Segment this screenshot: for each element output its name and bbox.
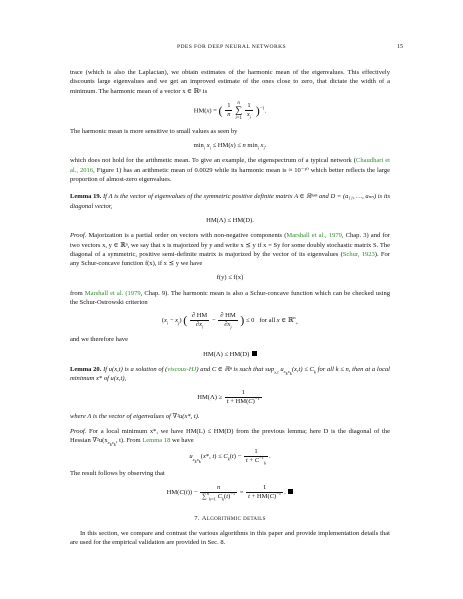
equation-lemma-20: HM(Λ) ≥ $\frac{1}{t + HM(C)^{-1}}$ [197, 388, 260, 405]
qed-symbol-2 [288, 489, 293, 494]
lemma-19-label: Lemma 19. [70, 193, 102, 201]
equation-final: HM(C(t)) − $\frac{n}{\sum^n_{k=1} C_k(t)^{-1}}$ = $\frac{1}{t + HM(C)^{-1}}$ . [70, 484, 390, 501]
equation-min-bound: $\min_i x_i \le HM(x) \le n$ $\min_i x_i$. [193, 142, 267, 151]
citation-marshall-2[interactable]: Marshall et al. (1979 [84, 289, 141, 297]
section-heading [70, 514, 390, 523]
paragraph-schur-ostrowski: from Marshall et al. (1979, Chap. 9). The harmonic mean is also a Schur-concave function which can be checked using the Schur-Ostrowski criterion [70, 289, 390, 307]
qed-symbol [252, 351, 257, 356]
citation-marshall-1[interactable]: Marshall et al., 1979 [286, 232, 342, 240]
paragraph-result: The result follows by observing that [70, 470, 165, 478]
paragraph-section-7: In this section, we compare and contrast the various algorithms in this paper and provide implementation details that are used for the empirical validation are provided in Sec. 8. [70, 530, 390, 547]
lemma-19 [70, 192, 390, 211]
page-number: 15 [397, 44, 403, 50]
equation-proof-20-bound: $u_{x_kx_k}(x*$, $t) \le C_k(t)$ − $\frac{1}{t + C^{-1}_k}$ . [189, 448, 271, 466]
proof-19-label: Proof. [70, 232, 87, 240]
paragraph-therefore: and we therefore have [70, 336, 128, 344]
lemma-20-where: where Λ is the vector of eigenvalues of ∇²u(x*, t). [70, 412, 200, 420]
lemma-19-statement: If Λ is the vector of eigenvalues of the symmetric positive definite matrix A ∈ ℝⁿˣⁿ and D = (a₁₁, …, aₙₙ) is its diagonal vector, [70, 193, 391, 210]
equation-schur-ostrowski: $(x_i - x_j)$ ( $\frac{\partial HM}{\partial x_i}$ − $\frac{\partial HM}{\partial x_j}$ ) ≤ 0 for all x ∈ ℝ$^n_+$ [161, 312, 299, 330]
lemma-20: Lemma 20. If u(x,t) is a solution of (viscous-HJ) and C ∈ ℝⁿ is such that sup$_{x,t}$ $u_{x_kx_k}(x,t) \le C_k$ for all k ≤ n, then at a local minimum x* of u(x,t), [70, 365, 390, 383]
equation-harmonic-mean: HM(x) = ( $\frac{1}{n}$ n ∑ i=1 $\frac{1}{x_i}$ )$^{-1}$. [193, 100, 267, 121]
body-text [70, 68, 390, 548]
equation-proof-19-result: HM(Λ) ≤ HM(D) [70, 350, 390, 359]
citation-lemma-18[interactable]: Lemma 18 [142, 437, 171, 445]
paragraph-example: which does not hold for the arithmetic mean. To give an example, the eigenspectrum of a typical network (Chaudhari et al., 2016, Figure 1) has an arithmetic mean of 0.0029 while its harmonic mean is ≈ 10⁻¹⁰ which better reflects the large proportion of almost-zero eigenvalues. [70, 157, 390, 184]
section-title: Algorithmic details [201, 514, 266, 522]
citation-schur[interactable]: Schur, 1923 [342, 250, 375, 258]
equation-lemma-19: HM(Λ) ≤ HM(D). [206, 216, 254, 224]
equation-schur-concave: f(y) ≤ f(x) [216, 274, 244, 282]
citation-viscous-hj[interactable]: viscous-HJ [167, 365, 197, 373]
running-header [0, 44, 463, 54]
paragraph-sensitivity: The harmonic mean is more sensitive to small values as seen by [70, 127, 238, 135]
section-number: 7. [194, 514, 200, 522]
proof-20-label: Proof. [70, 427, 87, 435]
lemma-20-label: Lemma 20. [70, 365, 102, 373]
running-title: PDES FOR DEEP NEURAL NETWORKS [176, 44, 287, 50]
proof-20: Proof. For a local minimum x*, we have HM(L) ≤ HM(D) from the previous lemma; here D is the diagonal of the Hessian $\nabla^2u(x_{x_kx_k}$, t). From Lemma 18 we have [70, 427, 390, 448]
proof-19: Proof. Majorization is a partial order on vectors with non-negative components (Marshall et al., 1979, Chap. 3) and for two vectors x, y ∈ ℝⁿ, we say that x is majorized by y and write x ⪯ y if x = Sy for some doubly stochastic matrix S. The diagonal of a symmetric, positive semi-definite matrix is majorized by the vector of its eigenvalues (Schur, 1923). For any Schur-concave function f(x), if x ⪯ y we have [70, 232, 391, 268]
citation-chaudhari[interactable]: Chaudhari et al., 2016 [70, 157, 390, 174]
paragraph-harmonic-intro: trace (which is also the Laplacian), we obtain estimates of the harmonic mean of the eigenvalues. This effectively discounts large eigenvalues and we get an improved estimate of the ones close to zero, that dictate the width of a minimum. The harmonic mean of a vector x ∈ ℝⁿ is [70, 69, 390, 95]
